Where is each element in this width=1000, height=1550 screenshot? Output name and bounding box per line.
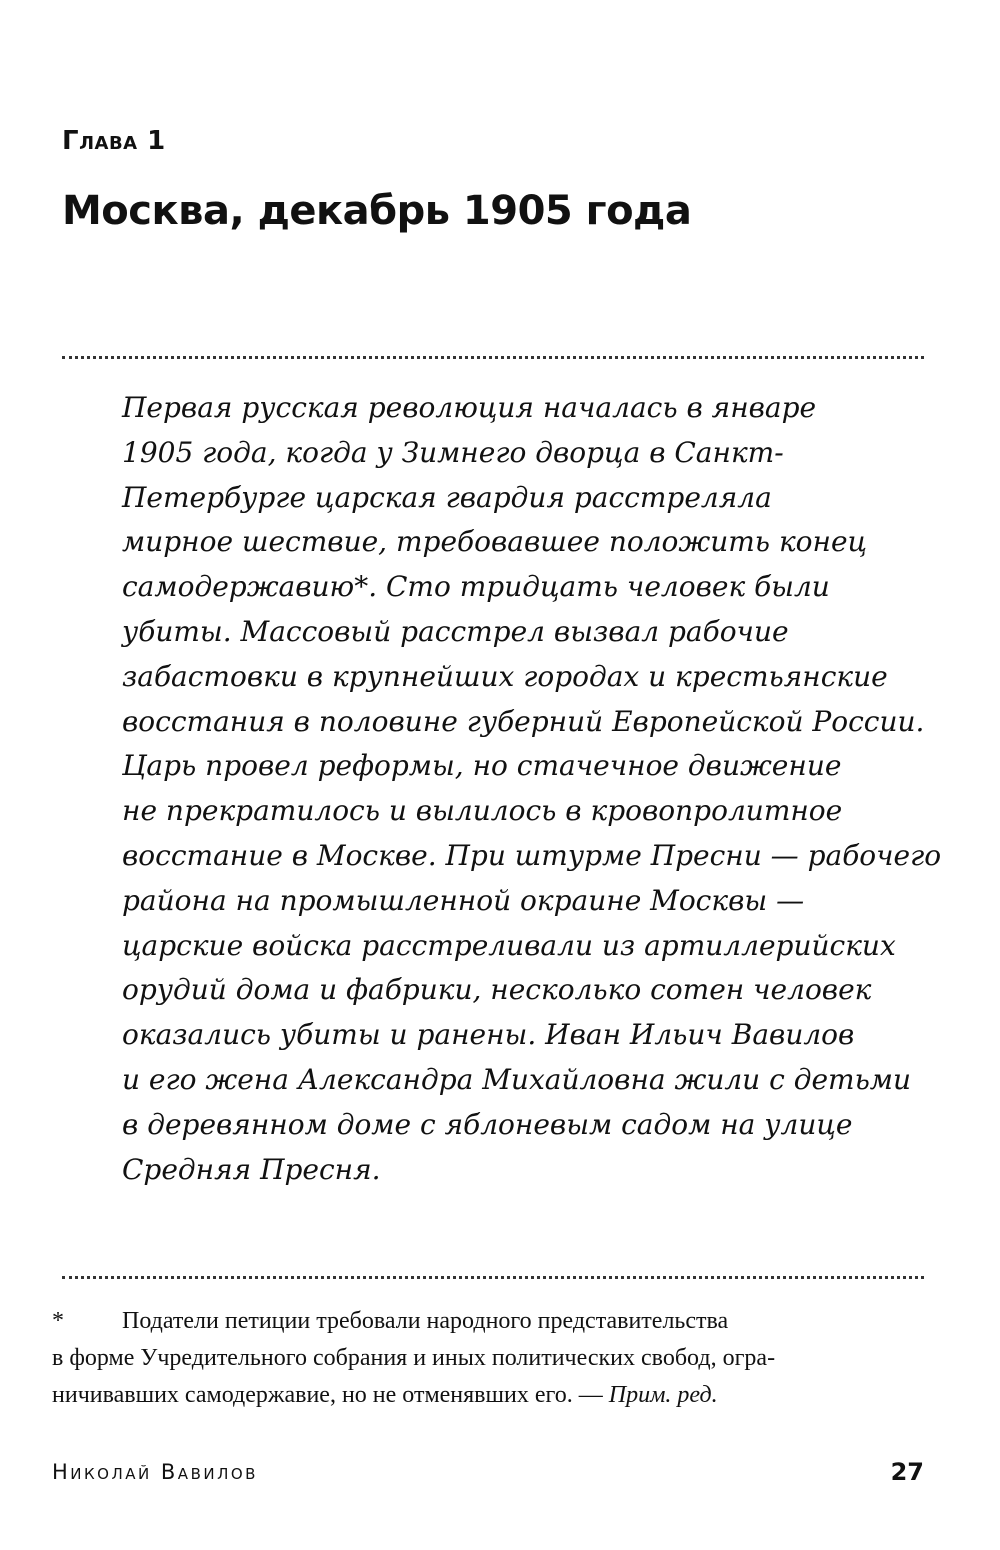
epigraph-line: и его жена Александра Михайловна жили с детьми <box>122 1062 912 1096</box>
page-number: 27 <box>890 1458 924 1486</box>
epigraph-line: самодержавию*. Сто тридцать человек были <box>122 570 830 604</box>
epigraph-line: забастовки в крупнейших городах и крестьянские <box>122 659 888 693</box>
footnote-line <box>52 1377 927 1414</box>
editor-note-attribution: Прим. ред. <box>608 1382 718 1408</box>
epigraph-line: в деревянном доме с яблоневым садом на улице <box>122 1107 853 1141</box>
epigraph-line: восстания в половине губерний Европейской России. <box>122 704 925 738</box>
top-dotted-divider <box>62 356 924 359</box>
epigraph-line: мирное шествие, требовавшее положить конец <box>122 525 868 559</box>
epigraph-line: Первая русская революция началась в январе <box>122 391 817 424</box>
footnote-line: в форме Учредительного собрания и иных политических свобод, огра- <box>52 1345 776 1371</box>
epigraph-paragraph <box>122 386 942 1192</box>
footnote-text: Податели петиции требовали народного представительства <box>122 1308 729 1334</box>
chapter-title: Москва, декабрь 1905 года <box>62 188 692 234</box>
running-footer-author: Николай Вавилов <box>52 1460 258 1484</box>
bottom-dotted-divider <box>62 1276 924 1279</box>
footnote-line <box>52 1303 927 1340</box>
epigraph-line: района на промышленной окраине Москвы — <box>122 883 805 917</box>
epigraph-line: восстание в Москве. При штурме Пресни — рабочего <box>122 838 942 872</box>
epigraph-line: оказались убиты и ранены. Иван Ильич Вавилов <box>122 1018 855 1052</box>
epigraph-line: не прекратилось и вылилось в кровопролитное <box>122 794 843 828</box>
footnote-marker: * <box>52 1308 64 1334</box>
epigraph-line: царские войска расстреливали из артиллерийских <box>122 928 896 962</box>
epigraph-line: Петербурге царская гвардия расстреляла <box>122 480 772 514</box>
footnote-text: ничивавших самодержавие, но не отменявших его. — <box>52 1382 609 1408</box>
chapter-label: Глава 1 <box>62 126 166 156</box>
footnote <box>52 1303 927 1414</box>
epigraph-line: орудий дома и фабрики, несколько сотен человек <box>122 973 872 1007</box>
epigraph-line: Царь провел реформы, но стачечное движение <box>122 749 842 783</box>
epigraph-line: Средняя Пресня. <box>122 1152 381 1186</box>
epigraph-line: убиты. Массовый расстрел вызвал рабочие <box>122 614 789 648</box>
epigraph-line: 1905 года, когда у Зимнего дворца в Санкт- <box>122 435 784 469</box>
